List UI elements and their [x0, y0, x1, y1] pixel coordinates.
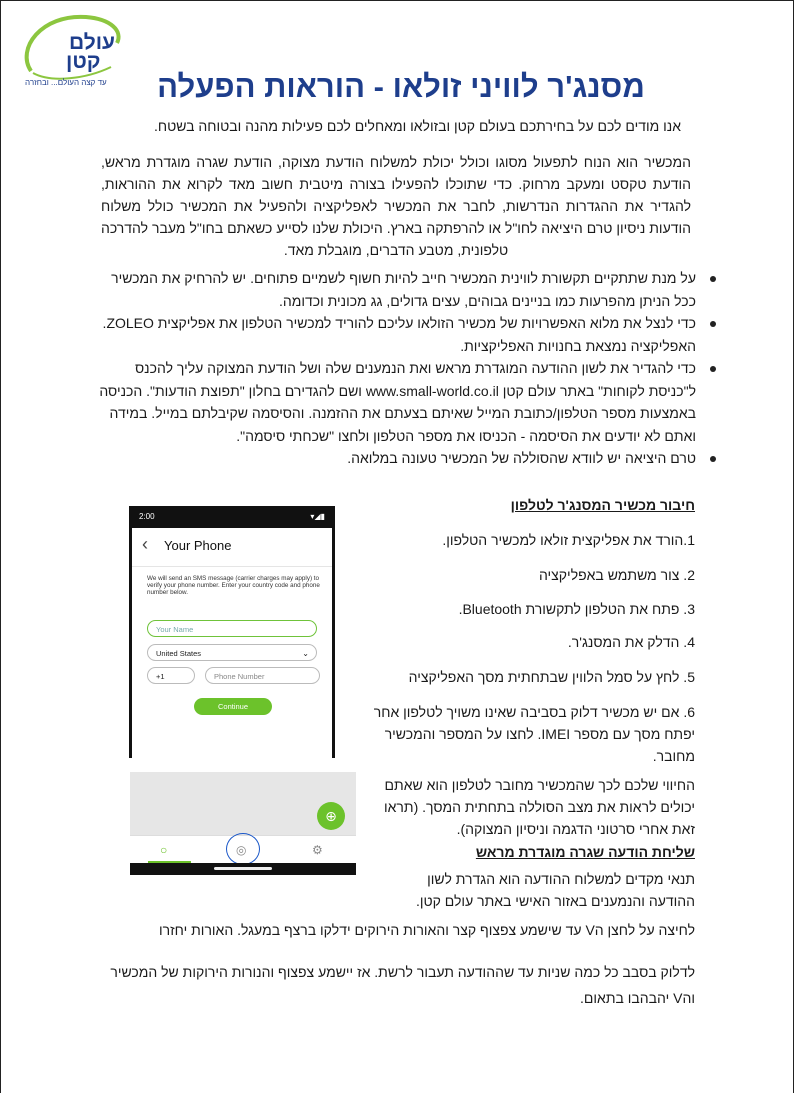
country-value: United States: [156, 649, 202, 658]
step-2: 2. צור משתמש באפליקציה: [538, 567, 695, 583]
chevron-down-icon: ⌄: [302, 649, 309, 658]
app-bottom-bar-screenshot: [130, 772, 356, 875]
step-1: 1.הורד את אפליקצית זולאו למכשיר הטלפון.: [442, 532, 695, 548]
compose-fab-icon[interactable]: ⊕: [317, 802, 345, 830]
name-input[interactable]: Your Name: [147, 620, 317, 637]
step-5: 5. לחץ על סמל הלווין שבתחתית מסך האפליקציה: [408, 669, 695, 685]
status-bar: [129, 506, 335, 528]
list-item: טרם היציאה יש לוודא שהסוללה של המכשיר טעונה במלואה.: [96, 447, 696, 470]
step-3: 3. פתח את הטלפון לתקשורת Bluetooth.: [458, 601, 695, 617]
highlight-circle: [226, 833, 260, 865]
phone-header: [132, 528, 332, 567]
country-code-input[interactable]: +1: [147, 667, 195, 684]
signal-icon: ▾◢▮: [310, 512, 325, 521]
gesture-bar: [130, 863, 356, 875]
bottom-navigation: [130, 835, 356, 864]
section-title-connect: חיבור מכשיר המסנג'ר לטלפון: [510, 497, 695, 513]
sms-message: We will send an SMS message (carrier charges may apply) to verify your phone number. Enter your country code and phone number below.: [147, 575, 320, 596]
message-paragraph-1: תנאי מקדים למשלוח ההודעה הוא הגדרת לשון ההודעה והנמענים באזור האישי באתר עולם קטן.: [415, 871, 695, 909]
list-item: על מנת שתתקיים תקשורת לווינית המכשיר חייב להיות חשוף לשמיים פתוחים. יש להרחיק את המכשיר ככל הניתן מהפרעות כמו בניינים גבוהים, עצים גדולים, גג מכונית וכדומה.: [96, 267, 696, 312]
logo-text-line1: עולם: [69, 31, 116, 54]
connection-note: החיווי שלכם לכך שהמכשיר מחובר לטלפון הוא שאתם יכולים לראות את מצב הסוללה בתחתית המסך. (תראו זאת אחרי סרטוני הדגמה וניסיון המצוקה).: [383, 777, 695, 837]
back-arrow-icon[interactable]: ‹: [142, 534, 148, 554]
description-paragraph: המכשיר הוא הנוח לתפעול מסוגו וכולל יכולת למשלוח הודעת מצוקה, הודעת שגרה מוגדרת מראש, הודעת טקסט ומעקב מרחוק. כדי שתוכלו להפעילו בצורה מיטבית חשוב מאד לקרוא את ההוראות, להגדיר את ההגדרות הנדרשות, לחבר את המכשיר לאפליקציה ולהפעיל את המכשיר כולל משלוח הודעות ניסיון טרם היציאה לחו"ל או להרפתקה בארץ. היכולת שלנו לסייע כשאתם בחו"ל מעבר להדרכה טלפונית, מטבע הדברים, מוגבלת מאד.: [101, 154, 691, 258]
chat-icon[interactable]: ○: [160, 843, 168, 857]
home-indicator: [214, 867, 272, 870]
logo-tagline: עד קצה העולם... ובחזרה: [25, 78, 107, 87]
logo: [11, 9, 131, 89]
phone-screenshot: [129, 506, 335, 758]
page-title: מסנג'ר לוויני זולאו - הוראות הפעלה: [157, 69, 645, 104]
gear-icon[interactable]: ⚙: [312, 843, 323, 857]
section-title-message: שליחת הודעה שגרה מוגדרת מראש: [475, 844, 695, 860]
country-select[interactable]: [147, 644, 317, 661]
continue-button[interactable]: Continue: [194, 698, 272, 715]
step-4: 4. הדלק את המסנג'ר.: [567, 634, 695, 650]
satellite-icon[interactable]: ◎: [236, 843, 247, 857]
list-item: כדי להגדיר את לשון ההודעה המוגדרת מראש ואת הנמענים שלה ושל הודעת המצוקה עליך להכנס ל"כניסת לקוחות" באתר עולם קטן www.small-world.co.il ושם להגדירם בחלון "תפוצת הודעות". הכניסה באמצעות מספר הטלפון/כתובת המייל שאיתם בצעתם את ההזמנה. והסיסמה שקיבלתם במייל. במידה ואתם לא יודעים את הסיסמה - הכניסו את מספר הטלפון ולחצו "שכחתי סיסמה".: [96, 357, 696, 447]
intro-text: אנו מודים לכם על בחירתכם בעולם קטן ובזולאו ומאחלים לכם פעילות מהנה ובטוחה בשטח.: [153, 118, 681, 134]
phone-screen: [132, 528, 332, 758]
logo-text-line2: קטן: [66, 50, 101, 73]
phone-number-input[interactable]: Phone Number: [205, 667, 320, 684]
phone-header-title: Your Phone: [164, 538, 232, 553]
message-paragraph-3: לדלוק בסבב כל כמה שניות עד שההודעה תעבור לרשת. אז יישמע צפצוף והנורות הירוקות של המכשיר והV יהבהבו בתאום.: [110, 964, 695, 1006]
status-time: 2:00: [139, 512, 155, 521]
instructions-list: [96, 267, 716, 470]
list-item: כדי לנצל את מלוא האפשרויות של מכשיר הזולאו עליכם להוריד למכשיר הטלפון את אפליקצית ZOLEO. האפליקציה נמצאת בחנויות האפליקציות.: [96, 312, 696, 357]
step-6: 6. אם יש מכשיר דלוק בסביבה שאינו משויך לטלפון אחר יפתח מסך עם מספר IMEI. לחצו על המספר והמכשיר מחובר.: [373, 704, 695, 764]
message-paragraph-2: לחיצה על לחצן הV עד שישמע צפצוף קצר והאורות הירוקים ידלקו ברצף במעגל. האורות יחזרו: [159, 922, 695, 938]
